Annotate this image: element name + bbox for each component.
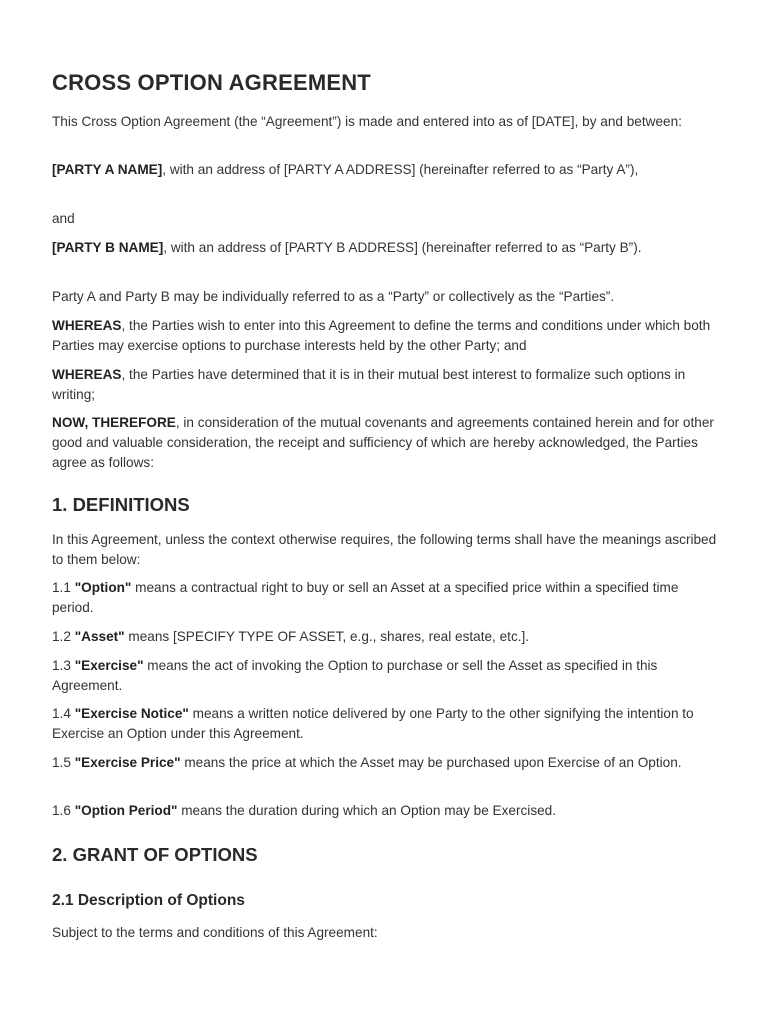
and-text: and <box>52 211 75 226</box>
subsection-2-1-heading: 2.1 Description of Options <box>52 892 245 909</box>
definition-text: means the duration during which an Option may be Exercised. <box>177 803 557 818</box>
intro-paragraph: This Cross Option Agreement (the “Agreement”) is made and entered into as of [DATE], by and between: <box>52 114 682 129</box>
party-a-text: , with an address of [PARTY A ADDRESS] (hereinafter referred to as “Party A”), <box>162 162 639 177</box>
now-therefore-text: , in consideration of the mutual covenants and agreements contained herein and for other good and valuable consideration, the receipt and sufficiency of which are hereby acknowledged, the Parties agree as follows: <box>52 415 714 470</box>
definition-number: 1.1 <box>52 580 75 595</box>
document-title: CROSS OPTION AGREEMENT <box>52 70 371 95</box>
party-a-name: [PARTY A NAME] <box>52 162 163 177</box>
section-1-heading: 1. DEFINITIONS <box>52 494 190 515</box>
whereas-text-2: , the Parties have determined that it is in their mutual best interest to formalize such options in writing; <box>52 367 686 402</box>
definition-text: means the act of invoking the Option to purchase or sell the Asset as specified in this Agreement. <box>52 658 658 693</box>
section-2-heading: 2. GRANT OF OPTIONS <box>52 844 258 865</box>
definition-number: 1.5 <box>52 755 75 770</box>
whereas-paragraph-2 <box>52 365 722 405</box>
now-therefore-lead: NOW, THEREFORE <box>52 415 176 430</box>
subsection-2-1-text: Subject to the terms and conditions of this Agreement: <box>52 925 378 940</box>
definition-item <box>52 801 722 821</box>
definition-item <box>52 656 722 696</box>
definition-text: means [SPECIFY TYPE OF ASSET, e.g., shares, real estate, etc.]. <box>124 629 530 644</box>
whereas-paragraph-1 <box>52 316 722 356</box>
definition-number: 1.2 <box>52 629 75 644</box>
definition-term: "Option" <box>74 580 132 595</box>
definition-text: means the price at which the Asset may be purchased upon Exercise of an Option. <box>180 755 682 770</box>
definition-item <box>52 704 722 744</box>
party-b-name: [PARTY B NAME] <box>52 240 164 255</box>
definition-item <box>52 753 722 773</box>
party-b-paragraph <box>52 238 722 258</box>
definition-number: 1.6 <box>52 803 75 818</box>
now-therefore-paragraph <box>52 413 722 473</box>
parties-paragraph: Party A and Party B may be individually referred to as a “Party” or collectively as the “Parties”. <box>52 289 615 304</box>
definition-number: 1.4 <box>52 706 75 721</box>
definition-term: "Exercise" <box>74 658 144 673</box>
definition-item <box>52 578 722 618</box>
definition-term: "Exercise Notice" <box>74 706 189 721</box>
party-a-paragraph <box>52 160 722 180</box>
definition-text: means a written notice delivered by one Party to the other signifying the intention to Exercise an Option under this Agreement. <box>52 706 694 741</box>
definition-text: means a contractual right to buy or sell an Asset at a specified price within a specified time period. <box>52 580 679 615</box>
definition-item <box>52 627 722 647</box>
party-b-text: , with an address of [PARTY B ADDRESS] (hereinafter referred to as “Party B”). <box>163 240 642 255</box>
whereas-lead-2: WHEREAS <box>52 367 122 382</box>
whereas-text-1: , the Parties wish to enter into this Agreement to define the terms and conditions under which both Parties may exercise options to purchase interests held by the other Party; and <box>52 318 711 353</box>
definition-number: 1.3 <box>52 658 75 673</box>
definition-term: "Asset" <box>74 629 125 644</box>
whereas-lead-1: WHEREAS <box>52 318 122 333</box>
section-1-intro: In this Agreement, unless the context otherwise requires, the following terms shall have the meanings ascribed to them below: <box>52 532 717 567</box>
definition-term: "Exercise Price" <box>74 755 181 770</box>
definition-term: "Option Period" <box>74 803 178 818</box>
